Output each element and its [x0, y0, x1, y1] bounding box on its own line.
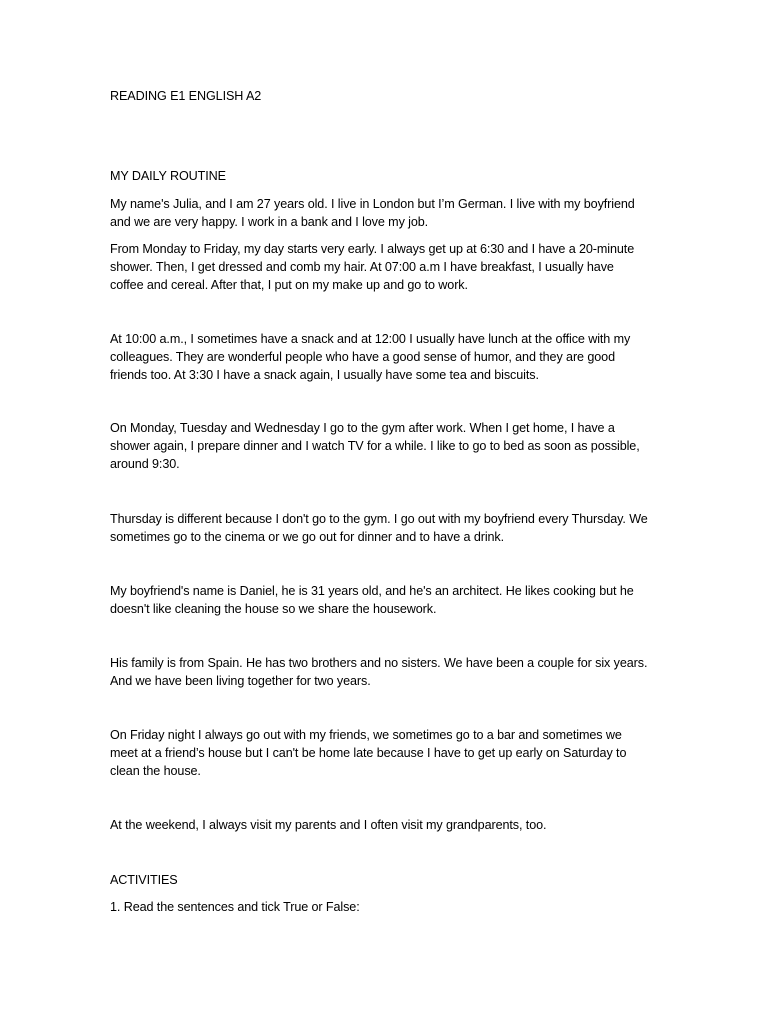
document-title: MY DAILY ROUTINE [110, 169, 226, 183]
paragraph-thursday: Thursday is different because I don't go to the gym. I go out with my boyfriend every Thursday. We sometimes go to the cinema or we go out for dinner and to have a drink. [110, 512, 648, 544]
activity-instruction: 1. Read the sentences and tick True or False: [110, 900, 360, 914]
paragraph-family: His family is from Spain. He has two brothers and no sisters. We have been a couple for six years. And we have been living together for two years. [110, 656, 648, 688]
activities-heading: ACTIVITIES [110, 873, 178, 887]
paragraph-boyfriend: My boyfriend's name is Daniel, he is 31 years old, and he's an architect. He likes cooking but he doesn't like cleaning the house so we share the housework. [110, 584, 634, 616]
paragraph-work-day: At 10:00 a.m., I sometimes have a snack and at 12:00 I usually have lunch at the office with my colleagues. They are wonderful people who have a good sense of humor, and they are good friends too. At 3:30 I have a snack again, I usually have some tea and biscuits. [110, 332, 631, 382]
document-header: READING E1 ENGLISH A2 [110, 89, 262, 103]
paragraph-friday-night: On Friday night I always go out with my friends, we sometimes go to a bar and sometimes we meet at a friend’s house but I can't be home late because I have to get up early on Saturday to clean the house. [110, 728, 627, 778]
paragraph-morning-routine: From Monday to Friday, my day starts very early. I always get up at 6:30 and I have a 20-minute shower. Then, I get dressed and comb my hair. At 07:00 a.m I have breakfast, I usually have coffee and cereal. After that, I put on my make up and go to work. [110, 242, 635, 292]
paragraph-introduction: My name's Julia, and I am 27 years old. I live in London but I’m German. I live with my boyfriend and we are very happy. I work in a bank and I love my job. [110, 197, 635, 229]
paragraph-weekend: At the weekend, I always visit my parents and I often visit my grandparents, too. [110, 818, 547, 832]
paragraph-gym-days: On Monday, Tuesday and Wednesday I go to the gym after work. When I get home, I have a shower again, I prepare dinner and I watch TV for a while. I like to go to bed as soon as possible, around 9:30. [110, 421, 640, 471]
